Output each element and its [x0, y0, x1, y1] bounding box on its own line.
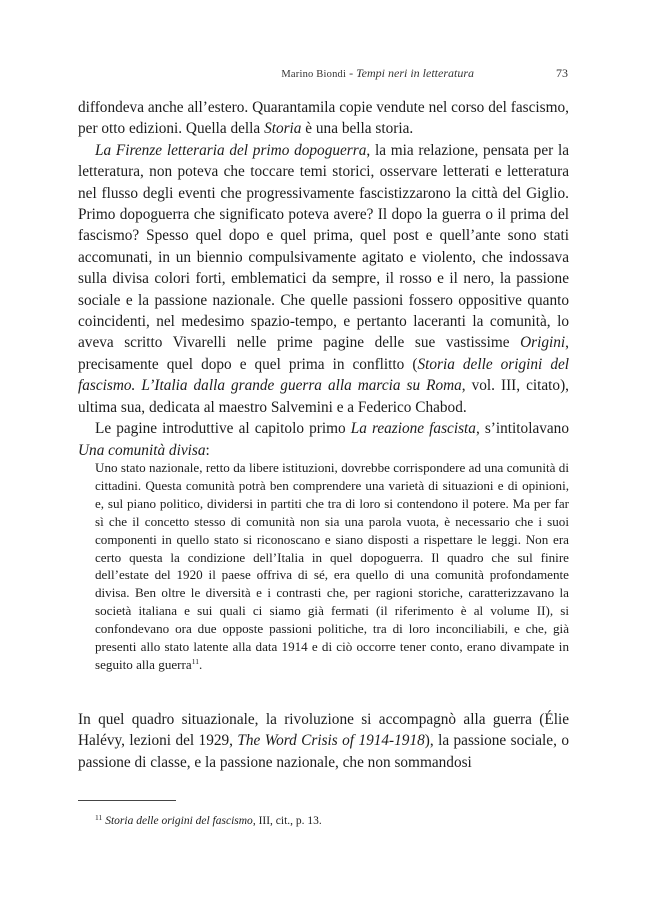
footnote-reference[interactable]: 11 [191, 656, 199, 666]
quote-end: . [198, 656, 203, 672]
header-author: Marino Biondi [281, 69, 347, 80]
italic-title: The Word Crisis of 1914-1918 [237, 732, 425, 750]
footnote-divider [78, 800, 176, 801]
paragraph-2 [78, 140, 569, 418]
paragraph-3 [78, 418, 569, 461]
footnote-title: Storia delle origini del fascismo [105, 815, 253, 827]
page-header [78, 66, 568, 84]
italic-title: Storia delle origini del fascismo. L’Italia dalla grande guerra alla marcia su Roma [78, 355, 570, 395]
italic-title: La Firenze letteraria del primo dopoguerra [95, 141, 367, 159]
paragraph-text: , precisamente quel dopo e quel prima in conflitto ( [78, 334, 569, 373]
block-quote [95, 459, 569, 674]
paragraph-text: è una bella storia. [301, 120, 414, 138]
header-title: Tempi neri in letteratura [356, 66, 474, 80]
paragraph-text: , s’intitolavano [475, 420, 569, 438]
paragraph-text: : [205, 441, 210, 459]
paragraph-text: In quel quadro situazionale, la rivoluzione si accompagnò alla guerra (Élie Halévy, lezioni del 1929, [78, 711, 569, 750]
header-separator: - [346, 66, 357, 80]
paragraph-text: Le pagine introduttive al capitolo primo [95, 420, 351, 438]
footnote [95, 810, 569, 829]
italic-title: La reazione fascista [350, 420, 476, 438]
paragraph-4 [78, 709, 569, 773]
italic-title: Una comunità divisa [78, 441, 206, 459]
paragraph-text: ), la passione sociale, o passione di classe, e la passione nazionale, che non sommandosi [78, 732, 569, 771]
main-text [78, 97, 569, 461]
page-number: 73 [556, 66, 568, 80]
quote-text: Uno stato nazionale, retto da libere istituzioni, dovrebbe corrispondere ad una comunità di cittadini. Questa comunità potrà ben comprendere una varietà di situazioni e di opinioni, e, sul piano politico, dividersi in partiti che tra di loro si contendono il potere. Ma per far sì che il concetto stesso di comunità non sia una parola vuota, è necessario che i suoi componenti in quello stato si riconoscano e siano disposti a rispettare le leggi. Non era certo questa la condizione dell’Italia in quel dopoguerra. Il quadro che sul finire dell’estate del 1920 il paese offriva di sé, era quello di una comunità profondamente divisa. Ben oltre le diversità e i contrasti che, per ragioni storiche, caratterizzavano la società italiana e sui quali ci siamo già fermati (il riferimento è al volume II), si confondevano ora due opposte passioni politiche, tra di loro inconciliabili, e che, già presenti allo stato latente alla data 1914 e di ciò occorre tener conto, erano divampate in seguito alla guerra [95, 460, 569, 672]
running-head [281, 66, 474, 81]
italic-title: Storia [264, 120, 302, 138]
paragraph-text: , vol. III, citato), ultima sua, dedicata al maestro Salvemini e a Federico Chabod. [78, 377, 569, 416]
footnote-number: 11 [95, 813, 103, 822]
closing-text [78, 709, 569, 773]
paragraph-text: , la mia relazione, pensata per la letteratura, non poteva che toccare temi storici, osservare letterati e letteratura nel flusso degli eventi che progressivamente fascistizzarono la città del Giglio. Primo dopoguerra che significato poteva avere? Il dopo la guerra o il prima del fascismo? Spesso quel dopo e quel prima, quel post e quell’ante sono stati accomunati, in un biennio compulsivamente agitato e violento, che indossava sulla divisa colori forti, emblematici da sempre, il rosso e il nero, la passione sociale e la passione nazionale. Che quelle passioni fossero oppositive quanto coincidenti, nel medesimo spazio-tempo, e pertanto laceranti la comunità, lo aveva scritto Vivarelli nelle prime pagine delle sue vastissime [78, 141, 570, 352]
quote-paragraph [95, 459, 569, 674]
italic-title: Origini [520, 334, 566, 352]
paragraph-1 [78, 97, 569, 140]
paragraph-text: diffondeva anche all’estero. Quarantamila copie vendute nel corso del fascismo, per otto edizioni. Quella della [78, 99, 569, 138]
footnote-text: , III, cit., p. 13. [252, 815, 322, 827]
